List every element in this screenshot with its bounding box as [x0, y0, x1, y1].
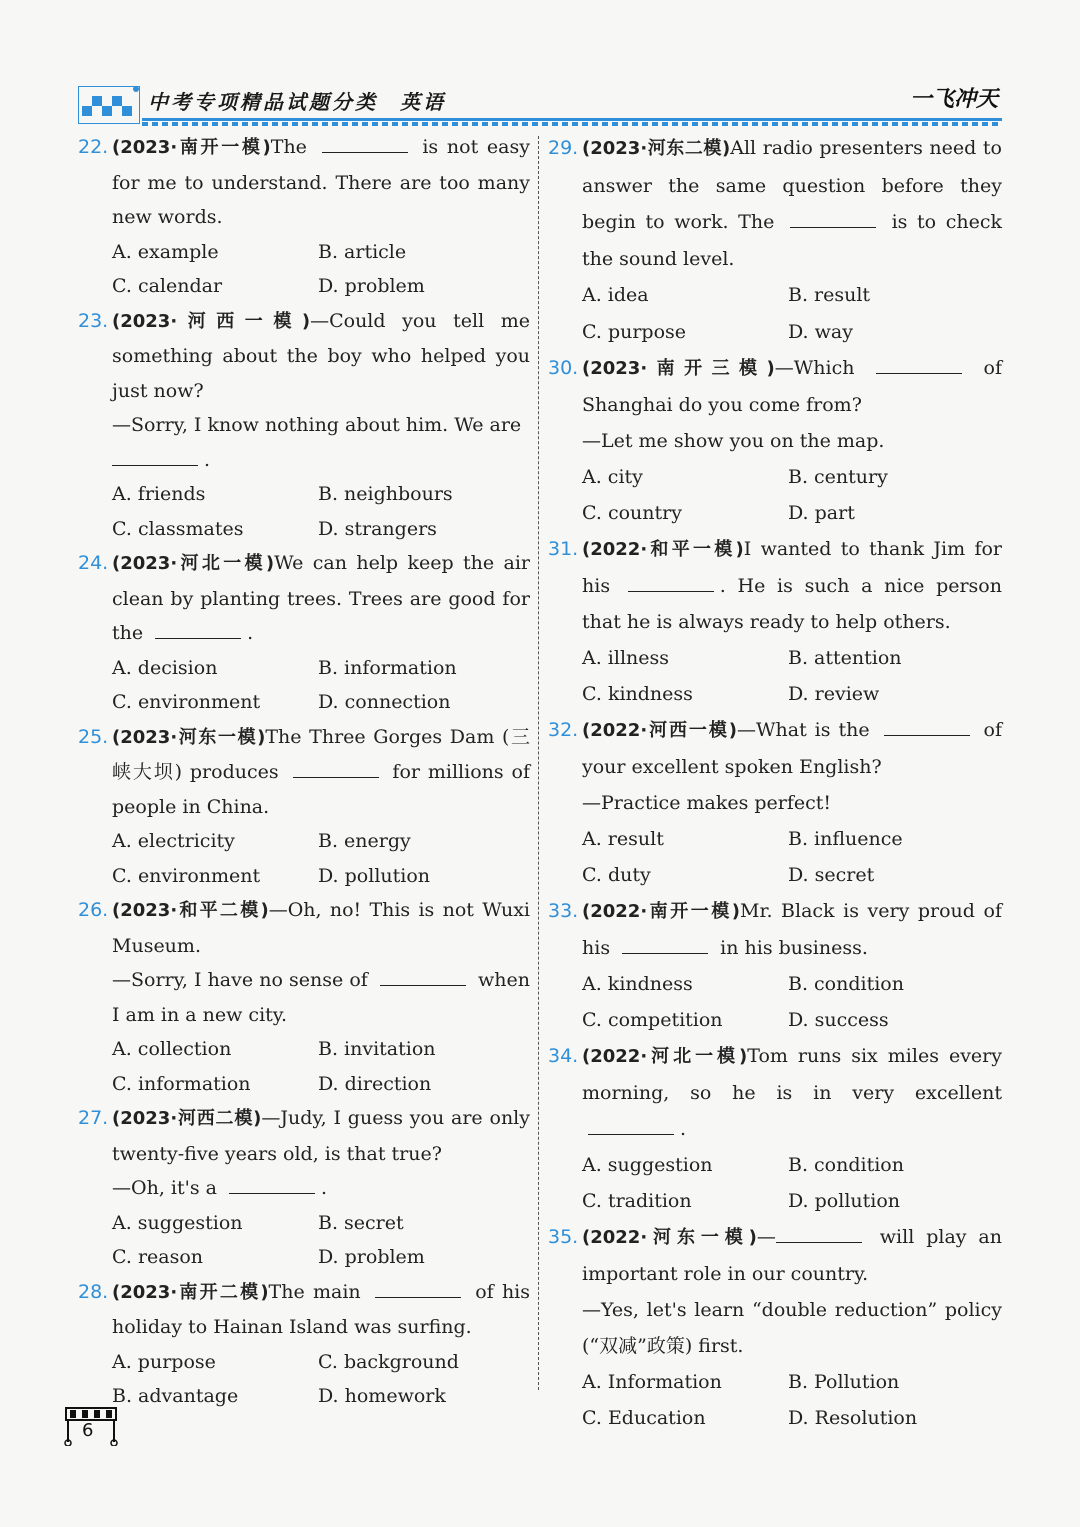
answer-blank[interactable] — [322, 132, 408, 153]
question-source: (2023·河东二模) — [582, 138, 731, 159]
option-d[interactable]: D. connection — [318, 691, 451, 713]
question-text: in his business. — [720, 937, 868, 959]
question-source: (2022·和平一模) — [582, 539, 744, 560]
option-a[interactable]: A. illness — [582, 647, 670, 669]
question-source: (2023·河东一模) — [112, 726, 266, 748]
option-c[interactable]: C. information — [112, 1072, 251, 1095]
question-source: (2022·南开一模) — [582, 901, 740, 922]
answer-blank[interactable] — [884, 715, 970, 736]
question-35 — [548, 1219, 1002, 1436]
question-text: —Sorry, I have no sense of — [112, 969, 368, 991]
question-number: 28. — [78, 1280, 109, 1303]
option-c[interactable]: C. purpose — [582, 320, 687, 343]
option-a[interactable]: A. decision — [112, 656, 218, 679]
option-a[interactable]: A. city — [582, 466, 643, 488]
question-text: of your excellent spoken English? — [582, 719, 1002, 778]
option-d[interactable]: D. strangers — [318, 517, 437, 540]
question-text: I wanted to thank Jim for his — [582, 538, 1002, 597]
question-30 — [548, 350, 1002, 531]
option-a[interactable]: A. friends — [112, 483, 206, 505]
question-text: The main — [268, 1280, 361, 1303]
option-a[interactable]: A. collection — [112, 1038, 232, 1060]
question-text: —Oh, no! This is not Wuxi Museum. — [112, 899, 531, 957]
option-a[interactable]: A. result — [582, 828, 664, 850]
option-d[interactable]: D. homework — [318, 1385, 446, 1407]
header-dotted-rule — [142, 122, 1002, 126]
question-24 — [78, 546, 530, 720]
question-number: 22. — [78, 136, 109, 158]
option-d[interactable]: D. Resolution — [788, 1407, 918, 1429]
option-d[interactable]: D. pollution — [318, 864, 431, 887]
question-26 — [78, 893, 530, 1101]
answer-blank[interactable] — [380, 965, 466, 986]
answer-blank[interactable] — [375, 1277, 461, 1298]
checkered-logo-icon — [78, 86, 140, 124]
question-text: Mr. Black is very proud of his — [582, 900, 1002, 959]
option-a[interactable]: A. Information — [582, 1371, 722, 1393]
question-number: 34. — [548, 1045, 579, 1067]
column-divider — [538, 136, 539, 1390]
option-c[interactable]: C. environment — [112, 691, 261, 713]
option-b[interactable]: B. condition — [788, 1154, 904, 1176]
question-number: 23. — [78, 309, 109, 332]
question-32 — [548, 712, 1002, 893]
book-title — [148, 86, 446, 115]
question-number: 30. — [548, 357, 579, 379]
question-source: (2022·河东一模) — [582, 1227, 757, 1248]
question-source: (2023·河西二模) — [112, 1108, 262, 1129]
option-b[interactable]: B. Pollution — [788, 1371, 900, 1393]
option-c[interactable]: C. reason — [112, 1246, 204, 1268]
question-text: will play an important role in our country. — [582, 1226, 1002, 1285]
option-b[interactable]: B. century — [788, 466, 888, 488]
answer-blank[interactable] — [790, 207, 876, 228]
option-b[interactable]: B. invitation — [318, 1038, 436, 1060]
option-b[interactable]: B. condition — [788, 973, 904, 995]
option-d[interactable]: D. problem — [318, 275, 425, 297]
option-d[interactable]: D. review — [788, 683, 880, 705]
option-c[interactable]: C. competition — [582, 1009, 723, 1031]
answer-blank[interactable] — [776, 1222, 862, 1243]
question-number: 25. — [78, 725, 109, 748]
question-number: 31. — [548, 538, 579, 560]
right-column — [548, 130, 1002, 1436]
left-column — [78, 130, 530, 1414]
option-c[interactable]: C. calendar — [112, 275, 223, 297]
question-source: (2023·和平二模) — [112, 900, 269, 921]
question-text: . He is such a nice person that he is always ready to help others. — [582, 575, 1002, 633]
question-source: (2022·河西一模) — [582, 720, 737, 741]
question-text: Tom runs six miles every morning, so he is in very excellent — [582, 1045, 1002, 1104]
question-29 — [548, 130, 1002, 350]
question-text: The Three Gorges Dam (三峡大坝) produces — [112, 725, 530, 783]
option-a[interactable]: A. kindness — [582, 973, 693, 995]
question-source: (2022·河北一模) — [582, 1046, 748, 1067]
option-d[interactable]: D. problem — [318, 1246, 425, 1268]
option-b[interactable]: B. secret — [318, 1211, 404, 1234]
option-c[interactable]: C. background — [318, 1350, 459, 1373]
question-text: is to check the sound level. — [582, 211, 1002, 270]
question-source: (2023·南开三模) — [582, 358, 775, 379]
option-c[interactable]: C. kindness — [582, 683, 693, 705]
question-number: 29. — [548, 137, 579, 159]
question-text: is not easy for me to understand. There are too many new words. — [112, 136, 530, 228]
question-text: —Sorry, I know nothing about him. We are — [112, 414, 522, 436]
option-b[interactable]: B. attention — [788, 647, 902, 669]
answer-blank[interactable] — [622, 933, 708, 954]
question-text: —Oh, it's a — [112, 1177, 217, 1199]
question-text: All radio presenters need to answer the same question before they begin to work. The — [582, 137, 1002, 233]
question-28 — [78, 1275, 530, 1414]
question-number: 26. — [78, 899, 109, 921]
question-number: 32. — [548, 719, 579, 741]
question-source: (2023·南开一模) — [112, 137, 271, 158]
question-33 — [548, 893, 1002, 1038]
question-source: (2023·南开二模) — [112, 1281, 269, 1303]
option-d[interactable]: D. success — [788, 1009, 889, 1031]
question-text: —Could you tell me something about the boy who helped you just now? — [112, 309, 530, 402]
option-d[interactable]: D. secret — [788, 864, 875, 886]
page-number: 6 — [82, 1420, 94, 1441]
question-source: (2023·河西一模) — [112, 310, 311, 332]
question-number: 33. — [548, 900, 579, 922]
question-23: 23. (2023·河西一模)—Could you tell me something about the boy who helped you just now? —Sorry, I know nothing about him. We are . A. friends B. neighbours C. classmates D. strangers — [78, 304, 530, 547]
page-header — [78, 80, 1002, 126]
question-text: —Judy, I guess you are only twenty-five years old, is that true? — [112, 1107, 530, 1165]
question-text: of his holiday to Hainan Island was surfing. — [112, 1280, 531, 1338]
subject-label: 英语 — [400, 90, 446, 114]
question-text: —Let me show you on the map. — [582, 430, 885, 452]
question-text: —What is the — [736, 719, 870, 741]
answer-blank[interactable] — [628, 571, 714, 592]
question-31 — [548, 531, 1002, 712]
question-text: The — [270, 136, 307, 158]
option-c[interactable]: C. country — [582, 502, 682, 524]
answer-blank[interactable] — [112, 445, 198, 466]
answer-blank[interactable] — [876, 353, 962, 374]
page-footer — [62, 1406, 120, 1446]
question-text: We can help keep the air clean by planting trees. Trees are good for the — [112, 552, 530, 644]
answer-blank[interactable] — [229, 1173, 315, 1194]
question-34 — [548, 1038, 1002, 1219]
question-text: — — [756, 1226, 776, 1248]
option-b[interactable]: B. advantage — [112, 1385, 239, 1407]
option-b[interactable]: B. result — [788, 284, 871, 306]
option-a[interactable]: A. suggestion — [582, 1154, 713, 1176]
question-27 — [78, 1101, 530, 1275]
brand-logo: 一飞冲天 — [909, 87, 998, 112]
option-b[interactable]: B. influence — [788, 828, 903, 850]
option-a[interactable]: A. idea — [582, 284, 649, 306]
option-c[interactable]: C. classmates — [112, 517, 244, 540]
question-text: for millions of people in China. — [112, 761, 530, 818]
answer-blank[interactable] — [588, 1114, 674, 1135]
option-a[interactable]: A. purpose — [112, 1350, 216, 1373]
option-a[interactable]: A. electricity — [112, 830, 235, 852]
option-b[interactable]: B. information — [318, 656, 457, 679]
option-d[interactable]: D. direction — [318, 1072, 432, 1095]
option-a[interactable]: A. example — [112, 240, 219, 263]
question-22 — [78, 130, 530, 304]
option-c[interactable]: C. duty — [582, 864, 651, 886]
answer-blank[interactable] — [293, 757, 379, 778]
question-source: (2023·河北一模) — [112, 553, 275, 574]
option-c[interactable]: C. environment — [112, 864, 261, 887]
option-a[interactable]: A. suggestion — [112, 1211, 243, 1234]
question-number: 24. — [78, 552, 109, 574]
option-d[interactable]: D. part — [788, 502, 855, 524]
option-b[interactable]: B. neighbours — [318, 483, 453, 505]
option-d[interactable]: D. way — [788, 320, 853, 343]
question-text: . — [321, 1177, 328, 1199]
question-number: 27. — [78, 1107, 109, 1129]
question-text: . — [680, 1118, 687, 1140]
question-text: . — [247, 622, 254, 644]
header-rule — [142, 118, 1002, 121]
question-25 — [78, 720, 530, 894]
option-c[interactable]: C. tradition — [582, 1190, 692, 1212]
option-b[interactable]: B. energy — [318, 830, 411, 852]
question-number: 35. — [548, 1226, 579, 1248]
option-d[interactable]: D. pollution — [788, 1190, 901, 1212]
question-text: —Practice makes perfect! — [582, 792, 832, 814]
question-text: —Yes, let's learn “double reduction” policy (“双减”政策) first. — [582, 1299, 1002, 1357]
answer-blank[interactable] — [155, 618, 241, 639]
question-text: when I am in a new city. — [112, 969, 530, 1026]
option-b[interactable]: B. article — [318, 240, 407, 263]
book-title-text: 中考专项精品试题分类 — [148, 90, 378, 114]
option-c[interactable]: C. Education — [582, 1407, 706, 1429]
question-text: of Shanghai do you come from? — [582, 357, 1002, 416]
question-text: —Which — [774, 357, 855, 379]
